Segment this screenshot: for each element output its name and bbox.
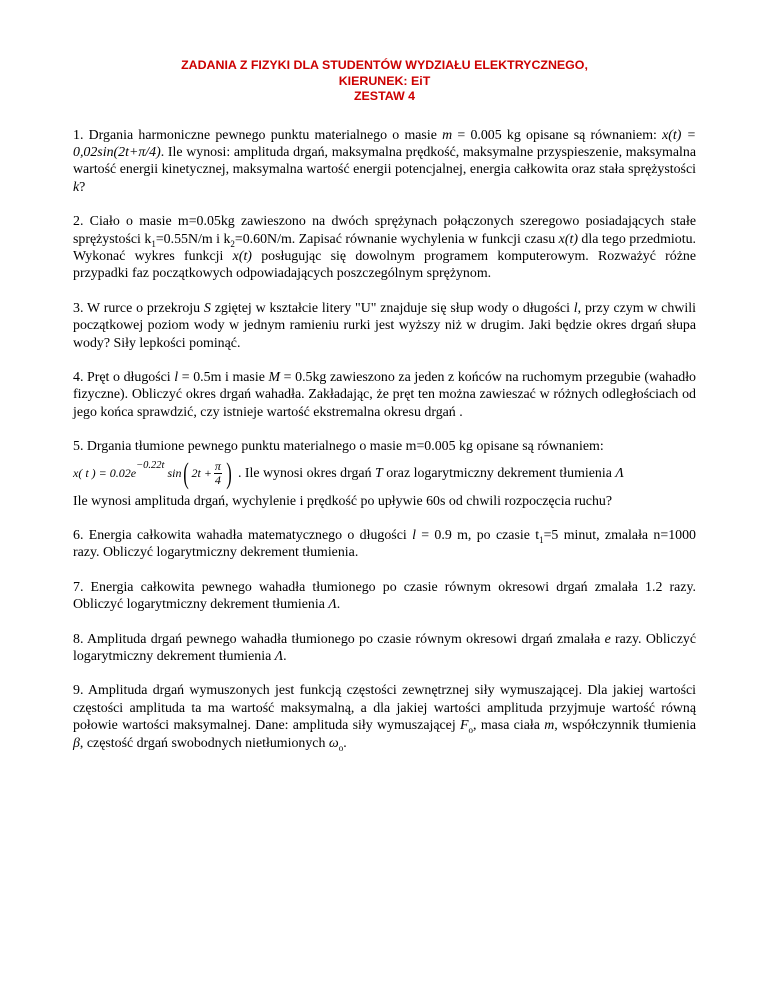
- text-run: , częstość drgań swobodnych nietłumionych: [79, 735, 329, 751]
- text-run: dla tego przedmiotu. Wykonać wykres funkcji: [73, 231, 696, 264]
- formula-exponent: −0.22t: [136, 459, 165, 471]
- math-var: ω: [328, 735, 339, 751]
- problem-7-text: [73, 579, 696, 614]
- problem-5: [73, 438, 696, 510]
- text-run: posługując się dowolnym programem komputerowym. Rozważyć różne przypadki faz początkowych odpowiadających poszczególnym sprężynom.: [73, 248, 696, 282]
- text-run: 2. Ciało o masie m=0.05kg zawieszono na dwóch sprężynach połączonych szeregowo posiadających stałe sprężystości k: [73, 214, 696, 247]
- math-var: m: [544, 718, 555, 734]
- text-run: .: [343, 735, 347, 751]
- text-run: 7. Energia całkowita pewnego wahadła tłumionego po czasie równym okresowi drgań zmalała 1.2 razy. Obliczyć logarytmiczny dekrement tłumienia: [73, 579, 696, 613]
- document-page: [73, 58, 696, 769]
- math-var: S: [203, 300, 211, 316]
- text-run: razy. Obliczyć logarytmiczny dekrement tłumienia: [73, 631, 696, 665]
- text-run: 1. Drgania harmoniczne pewnego punktu materialnego o masie: [73, 127, 443, 143]
- math-var: Λ: [615, 465, 624, 481]
- math-var: Λ: [328, 597, 337, 613]
- problem-3: [73, 300, 696, 352]
- math-var: l: [573, 300, 578, 316]
- text-run: 6. Energia całkowita wahadła matematycznego o długości: [73, 528, 413, 543]
- math-var: k: [73, 179, 80, 195]
- text-run: , współczynnik tłumienia: [554, 718, 696, 734]
- subscript: 2: [230, 238, 235, 249]
- math-var: l: [174, 369, 179, 385]
- math-var: m: [442, 127, 453, 143]
- text-run: =0.60N/m. Zapisać równanie wychylenia w funkcji czasu: [234, 231, 559, 247]
- fraction-denominator: 4: [214, 473, 221, 488]
- math-var: F: [460, 718, 469, 734]
- problem-2: [73, 213, 696, 283]
- text-run: =0.55N/m i k: [155, 231, 231, 247]
- problem-7: [73, 579, 696, 614]
- text-run: zgiętej w kształcie litery "U" znajduje się słup wody o długości: [210, 300, 574, 316]
- text-run: 8. Amplituda drgań pewnego wahadła tłumionego po czasie równym okresowi drgań zmalała: [73, 631, 605, 647]
- left-paren: (: [183, 456, 190, 490]
- text-run: , masa ciała: [473, 718, 545, 734]
- text-run: = 0.5m i masie: [178, 369, 269, 385]
- header-title-line3: ZESTAW 4: [353, 89, 416, 103]
- problem-5-intro: 5. Drgania tłumione pewnego punktu materialnego o masie m=0.005 kg opisane są równaniem:: [73, 439, 604, 455]
- problem-9: [73, 682, 696, 752]
- text-run: =5 minut, zmalała n=1000 razy. Obliczyć logarytmiczny dekrement tłumienia.: [73, 528, 696, 561]
- math-var: β: [73, 735, 80, 751]
- subscript: o: [338, 742, 344, 753]
- document-header: [73, 58, 696, 105]
- text-run: , przy czym w chwili początkowej poziom wody w jednym ramieniu rurki jest wyższy niż w drugim. Jaki będzie okres drgań słupa wody? Siły lepkości pominąć.: [73, 300, 696, 351]
- math-var: T: [375, 465, 383, 481]
- text-run: = 0.9 m, po czasie t: [415, 528, 540, 543]
- problem-1: [73, 127, 696, 197]
- problem-2-text: [73, 213, 696, 283]
- formula-sin: sin: [167, 465, 182, 480]
- header-title-line2: KIERUNEK: EiT: [338, 73, 431, 88]
- problem-8-text: [73, 631, 696, 666]
- math-var: e: [604, 631, 611, 647]
- damped-oscillation-formula: [73, 456, 234, 490]
- problem-5-formula-line: [73, 457, 696, 491]
- text-run: .: [336, 597, 341, 613]
- problem-6: [73, 527, 696, 562]
- subscript: o: [468, 725, 474, 736]
- problem-6-text: [73, 527, 696, 562]
- math-var: x(t): [232, 248, 252, 264]
- text-run: = 0.5kg zawieszono za jeden z końców na ruchomym przegubie (wahadło fizyczne). Obliczyć okres drgań wahadła. Zakładając, że pręt ten można zawieszać w różnych odległościach od jego końca sprawdzić, czy istnieje wartość ekstremalna okresu drgań .: [73, 369, 697, 420]
- text-run: 9. Amplituda drgań wymuszonych jest funkcją częstości zewnętrznej siły wymuszającej. Dla jakiej wartości częstości amplituda ta ma wartość maksymalną, a dla jakiej wartości amplituda przyjmuje wartość równą połowie wartości maksymalnej. Dane: amplituda siły wymuszającej: [73, 683, 696, 734]
- problem-8: [73, 631, 696, 666]
- math-var: x(t): [558, 231, 578, 247]
- problem-3-text: [73, 300, 696, 352]
- formula-lhs: x( t ) = 0.02e: [73, 465, 137, 480]
- subscript: 1: [151, 238, 156, 249]
- math-var: l: [412, 528, 416, 543]
- math-var: Λ: [274, 649, 284, 665]
- problem-4-text: [73, 369, 696, 421]
- subscript: 1: [539, 534, 544, 545]
- fraction-numerator: π: [214, 459, 221, 474]
- problem-1-text: [73, 127, 696, 197]
- text-run: 3. W rurce o przekroju: [73, 300, 204, 316]
- text-run: ?: [79, 179, 86, 195]
- formula-fraction: [214, 460, 222, 487]
- equation: x(t) = 0,02sin(2t+π/4): [73, 127, 696, 160]
- right-paren: ): [226, 456, 232, 490]
- header-title-line1: ZADANIA Z FIZYKI DLA STUDENTÓW WYDZIAŁU ELEKTRYCZNEGO,: [181, 58, 588, 72]
- problem-4: [73, 369, 696, 421]
- text-run: 4. Pręt o długości: [73, 369, 175, 385]
- text-run: . Ile wynosi okres drgań: [237, 465, 376, 481]
- problem-9-text: [73, 682, 696, 752]
- text-run: .: [283, 649, 287, 665]
- text-run: . Ile wynosi: amplituda drgań, maksymalna prędkość, maksymalne przyspieszenie, maksymalna wartość energii kinetycznej, maksymalna wartość energii potencjalnej, energia całkowita oraz stała sprężystości: [73, 144, 696, 178]
- text-run: = 0.005 kg opisane są równaniem:: [452, 127, 663, 143]
- problem-5-followup: Ile wynosi amplituda drgań, wychylenie i prędkość po upływie 60s od chwili rozpoczęcia ruchu?: [73, 493, 613, 509]
- text-run: oraz logarytmiczny dekrement tłumienia: [382, 465, 616, 481]
- problem-5-question: [238, 465, 624, 482]
- formula-argument: 2t +: [191, 465, 212, 480]
- math-var: M: [268, 369, 281, 385]
